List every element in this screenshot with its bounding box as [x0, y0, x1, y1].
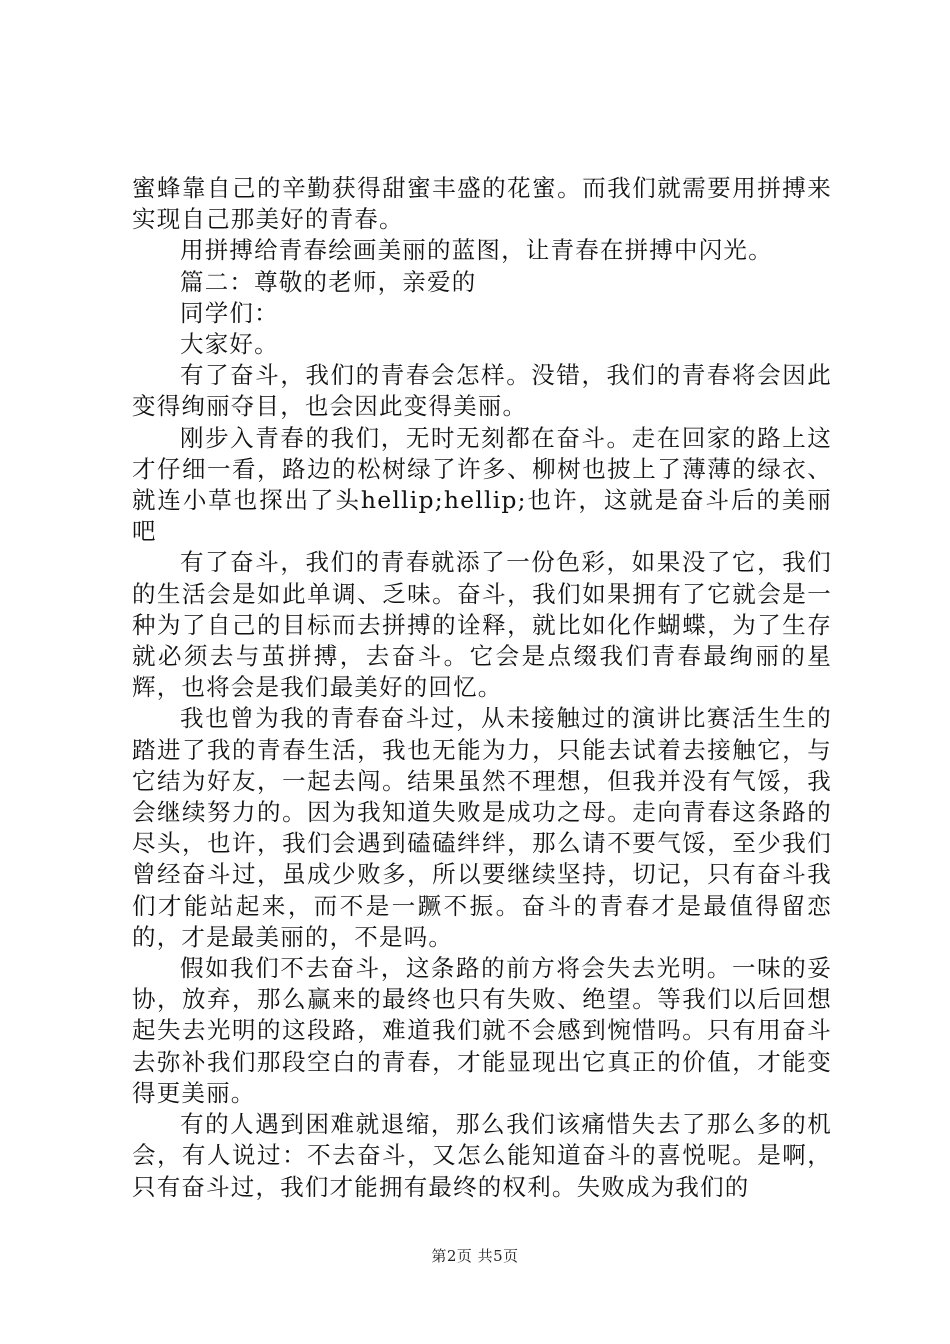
paragraph-continuation: 蜜蜂靠自己的辛勤获得甜蜜丰盛的花蜜。而我们就需要用拼搏来实现自己那美好的青春。: [132, 174, 832, 234]
paragraph: 有的人遇到困难就退缩，那么我们该痛惜失去了那么多的机会，有人说过：不去奋斗，又怎么能知道奋斗的喜悦呢。是啊，只有奋斗过，我们才能拥有最终的权利。失败成为我们的: [132, 1110, 832, 1201]
greeting: 大家好。: [180, 330, 279, 359]
paragraph: 我也曾为我的青春奋斗过，从未接触过的演讲比赛活生生的踏进了我的青春生活，我也无能为力，只能去试着去接触它，与它结为好友，一起去闯。结果虽然不理想，但我并没有气馁，我会继续努力的。因为我知道失败是成功之母。走向青春这条路的尽头，也许，我们会遇到磕磕绊绊，那么请不要气馁，至少我们曾经奋斗过，虽成少败多，所以要继续坚持，切记，只有奋斗我们才能站起来，而不是一蹶不振。奋斗的青春才是最值得留恋的，才是最美丽的，不是吗。: [132, 704, 832, 951]
page-number-footer: 第2页 共5页: [431, 1247, 519, 1265]
paragraph: 有了奋斗，我们的青春会怎样。没错，我们的青春将会因此变得绚丽夺目，也会因此变得美丽。: [132, 361, 832, 421]
paragraph: 刚步入青春的我们，无时无刻都在奋斗。走在回家的路上这才仔细一看，路边的松树绿了许多、柳树也披上了薄薄的绿衣、就连小草也探出了头hellip;hellip;也许，这就是奋斗后的美丽吧: [132, 423, 832, 546]
salutation: 同学们：: [180, 298, 279, 327]
paragraph: 用拼搏给青春绘画美丽的蓝图，让青春在拼搏中闪光。: [180, 236, 773, 265]
paragraph: 假如我们不去奋斗，这条路的前方将会失去光明。一味的妥协，放弃，那么赢来的最终也只有失败、绝望。等我们以后回想起失去光明的这段路，难道我们就不会感到惋惜吗。只有用奋斗去弥补我们那段空白的青春，才能显现出它真正的价值，才能变得更美丽。: [132, 954, 832, 1107]
document-body: [132, 173, 832, 1203]
paragraph: 有了奋斗，我们的青春就添了一份色彩，如果没了它，我们的生活会是如此单调、乏味。奋斗，我们如果拥有了它就会是一种为了自己的目标而去拼搏的诠释，就比如化作蝴蝶，为了生存就必须去与茧拼搏，去奋斗。它会是点缀我们青春最绚丽的星辉，也将会是我们最美好的回忆。: [132, 548, 832, 702]
section-heading: 篇二：尊敬的老师，亲爱的: [180, 267, 477, 296]
